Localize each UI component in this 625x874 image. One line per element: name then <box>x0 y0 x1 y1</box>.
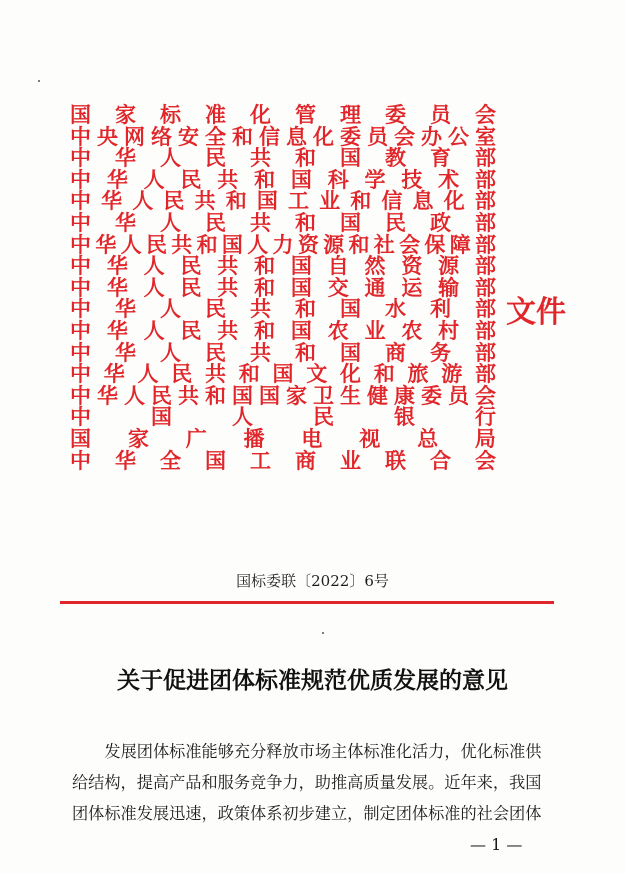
issuer-line: 国 家 标 准 化 管 理 委 员 会 <box>70 102 496 127</box>
document-number: 国标委联〔2022〕6号 <box>236 572 389 590</box>
body-line: 发展团体标准能够充分释放市场主体标准化活力，优化标准供 <box>104 742 542 761</box>
issuer-line: 中 华 人 民 共 和 国 水 利 部 <box>70 296 496 322</box>
document-suffix: 文件 <box>506 295 566 330</box>
body-text <box>72 736 562 829</box>
scan-speck <box>38 80 40 82</box>
scan-speck <box>322 632 324 634</box>
body-line: 团体标准发展迅速，政策体系初步建立，制定团体标准的社会团体 <box>72 804 542 823</box>
issuer-line: 中 华 人 民 共 和 国 科 学 技 术 部 <box>70 166 496 192</box>
issuer-line: 中 华 人 民 共 和 国 国 家 卫 生 健 康 委 员 会 <box>70 382 496 408</box>
issuer-line: 国 家 广 播 电 视 总 局 <box>70 425 496 451</box>
page-number: — 1 — <box>470 835 523 854</box>
issuer-line: 中 华 人 民 共 和 国 文 化 和 旅 游 部 <box>70 361 496 387</box>
issuer-line: 中 华 人 民 共 和 国 自 然 资 源 部 <box>70 253 496 279</box>
body-line: 给结构，提高产品和服务竞争力，助推高质量发展。近年来，我国 <box>72 773 542 792</box>
issuer-line: 中 华 人 民 共 和 国 商 务 部 <box>70 339 496 365</box>
issuer-line: 中 华 人 民 共 和 国 交 通 运 输 部 <box>70 274 496 300</box>
issuer-list <box>70 104 496 471</box>
document-title: 关于促进团体标准规范优质发展的意见 <box>117 667 508 694</box>
red-divider-line <box>60 601 554 604</box>
issuer-line: 中 央 网 络 安 全 和 信 息 化 委 员 会 办 公 室 <box>70 123 496 149</box>
issuer-line: 中 华 人 民 共 和 国 民 政 部 <box>70 209 496 235</box>
issuer-line: 中 华 人 民 共 和 国 人 力 资 源 和 社 会 保 障 部 <box>70 231 496 257</box>
issuer-line: 中 国 人 民 银 行 <box>70 404 496 430</box>
issuer-line: 中 华 人 民 共 和 国 工 业 和 信 息 化 部 <box>70 188 496 214</box>
issuer-line: 中 华 人 民 共 和 国 农 业 农 村 部 <box>70 317 496 343</box>
issuer-line: 中 华 人 民 共 和 国 教 育 部 <box>70 145 496 171</box>
issuer-line: 中 华 全 国 工 商 业 联 合 会 <box>70 447 496 473</box>
